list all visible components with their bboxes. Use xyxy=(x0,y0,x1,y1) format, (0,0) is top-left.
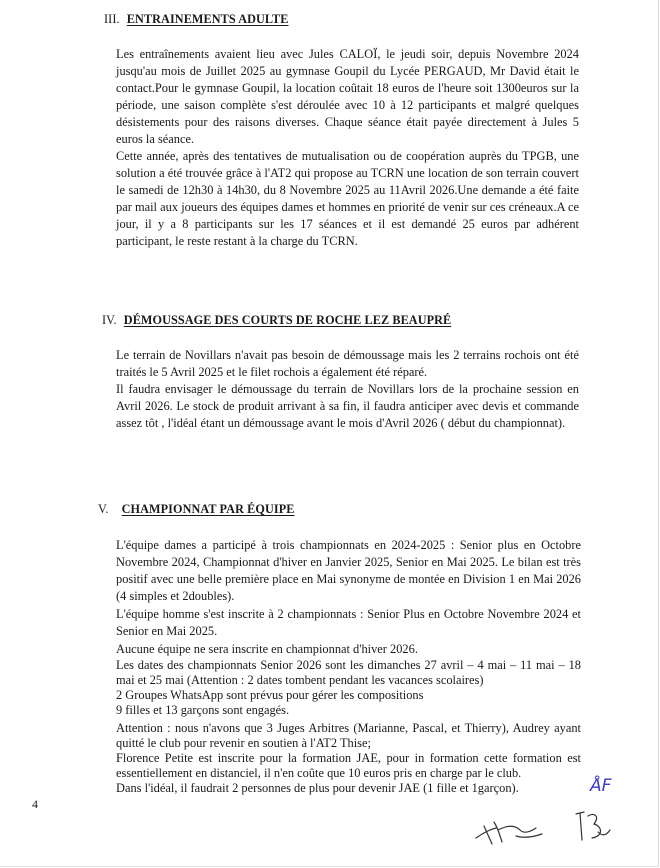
section-heading-5 xyxy=(98,502,294,517)
handwritten-initials: ÅF xyxy=(590,776,612,796)
section-number: V. xyxy=(98,502,109,516)
section-heading-4 xyxy=(102,313,451,328)
section-4-body xyxy=(116,347,579,432)
section-heading-3 xyxy=(104,12,289,27)
section-5-body xyxy=(116,537,581,796)
paragraph: L'équipe homme s'est inscrite à 2 championnats : Senior Plus en Octobre Novembre 2024 et Senior en Mai 2025. xyxy=(116,607,581,638)
section-title: ENTRAINEMENTS ADULTE xyxy=(126,12,289,26)
paragraph: Les dates des championnats Senior 2026 sont les dimanches 27 avril – 4 mai – 11 mai – 18 mai et 25 mai (Attention : 2 dates tombent pendant les vacances scolaires) xyxy=(116,658,581,687)
paragraph: Il faudra envisager le démoussage du terrain de Novillars lors de la prochaine session en Avril 2026. Le stock de produit arrivant à sa fin, il faudra anticiper avec devis et commande assez tôt , l'idéal étant un démoussage avant le mois d'Avril 2026 ( début du championnat). xyxy=(116,382,579,430)
section-3-body xyxy=(116,46,579,250)
signature-2-icon xyxy=(570,806,614,846)
paragraph: L'équipe dames a participé à trois championnats en 2024-2025 : Senior plus en Octobre Novembre 2024, Championnat d'hiver en Janvier 2025, Senior en Mai 2025. Le bilan est très positif avec une belle première place en Mai synonyme de montée en Division 1 en Mai 2026 (4 simples et 2doubles). xyxy=(116,538,581,603)
signature-1-icon xyxy=(470,808,550,848)
paragraph: Dans l'idéal, il faudrait 2 personnes de plus pour devenir JAE (1 fille et 1garçon). xyxy=(116,781,519,795)
section-number: III. xyxy=(104,12,120,26)
paragraph: Aucune équipe ne sera inscrite en championnat d'hiver 2026. xyxy=(116,642,418,656)
section-title: DÉMOUSSAGE DES COURTS DE ROCHE LEZ BEAUPRÉ xyxy=(123,313,452,327)
paragraph: Le terrain de Novillars n'avait pas besoin de démoussage mais les 2 terrains rochois ont été traités le 5 Avril 2025 et le filet rochois a également été réparé. xyxy=(116,348,579,379)
section-title: CHAMPIONNAT PAR ÉQUIPE xyxy=(121,502,295,516)
paragraph: 9 filles et 13 garçons sont engagés. xyxy=(116,703,290,717)
section-number: IV. xyxy=(102,313,117,327)
paragraph: Florence Petite est inscrite pour la formation JAE, pour in formation cette formation est essentiellement en distanciel, il n'en coûte que 10 euros pris en charge par le club. xyxy=(116,751,581,780)
paragraph: Cette année, après des tentatives de mutualisation ou de coopération auprès du TPGB, une solution a été trouvée grâce à l'AT2 qui propose au TCRN une location de son terrain couvert le samedi de 12h30 à 14h30, du 8 Novembre 2025 au 11Avril 2026.Une demande a été faite par mail aux joueurs des équipes dames et hommes en priorité de venir sur ces créneaux.A ce jour, il y a 8 participants sur les 17 séances et il est demandé 25 euros par adhérent participant, le reste restant à la charge du TCRN. xyxy=(116,149,579,248)
page-number: 4 xyxy=(32,797,38,811)
paragraph: 2 Groupes WhatsApp sont prévus pour gérer les compositions xyxy=(116,688,424,702)
paragraph: Les entraînements avaient lieu avec Jules CALOÏ, le jeudi soir, depuis Novembre 2024 jusqu'au mois de Juillet 2025 au gymnase Goupil du Lycée PERGAUD, Mr David était le contact.Pour le gymnase Goupil, la location coûtait 18 euros de l'heure soit 1300euros sur la période, une saison complète s'est déroulée avec 10 à 12 participants et malgré quelques désistements pour des raisons diverses. Chaque séance était payée directement à Jules 5 euros la séance. xyxy=(116,47,579,146)
paragraph: Attention : nous n'avons que 3 Juges Arbitres (Marianne, Pascal, et Thierry), Audrey ayant quitté le club pour revenir en soutien à l'AT2 Thise; xyxy=(116,721,581,750)
